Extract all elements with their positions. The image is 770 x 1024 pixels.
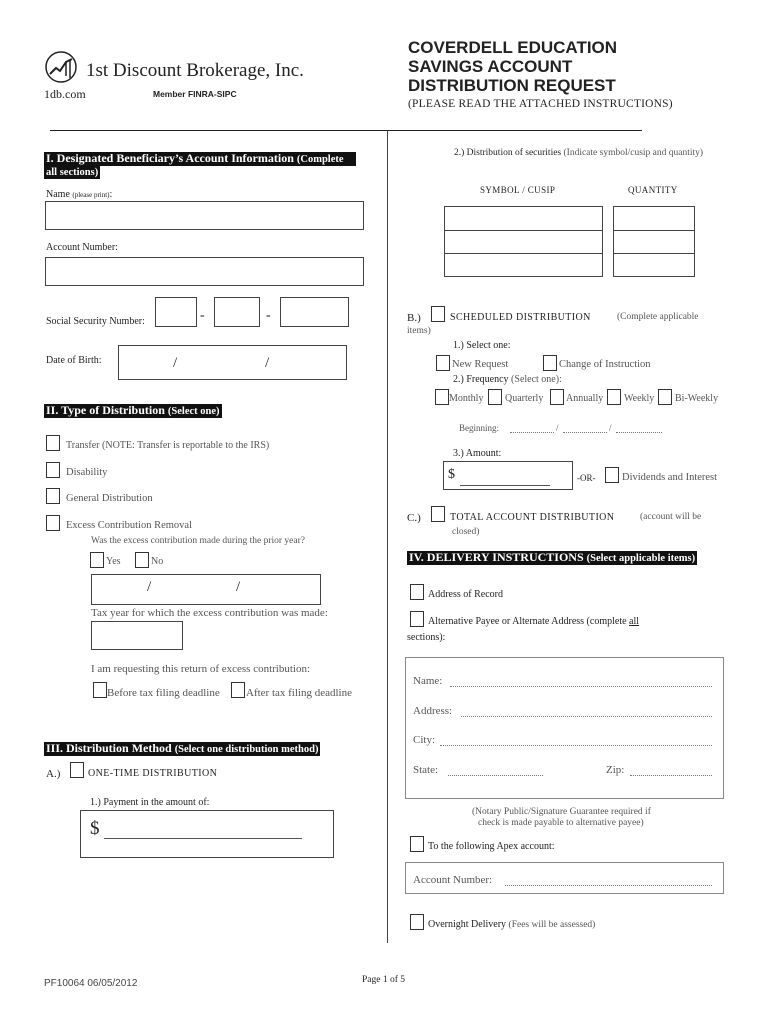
ssn-dash-1: - [200,308,205,323]
total-distribution-checkbox[interactable] [431,506,445,522]
company-logo [44,50,78,84]
beginning-slash-2: / [609,423,612,433]
apex-account-number-field[interactable] [505,885,712,886]
dividends-interest-label: Dividends and Interest [622,472,718,483]
after-deadline-checkbox[interactable] [231,682,245,698]
no-label: No [151,556,164,567]
tax-year-field[interactable] [91,621,183,650]
before-deadline-checkbox[interactable] [93,682,107,698]
general-distribution-checkbox[interactable] [46,488,60,504]
excess-question: Was the excess contribution made during the prior year? [91,536,305,546]
symbol-column-header: SYMBOL / CUSIP [480,185,556,195]
change-instruction-label: Change of Instruction [559,359,651,370]
excess-contribution-checkbox[interactable] [46,515,60,531]
total-note-1: (account will be [640,512,702,522]
scheduled-amount-field[interactable] [460,485,550,486]
form-title-1: COVERDELL EDUCATION [408,38,618,57]
ssn-field-3[interactable] [280,297,349,327]
new-request-label: New Request [452,359,509,370]
alt-name-label: Name: [413,675,443,687]
securities-row-3-quantity[interactable] [613,253,695,277]
option-a-label: A.) [46,768,61,780]
section-1-heading-cont: all sections) [46,167,99,178]
notary-note-1: (Notary Public/Signature Guarantee required if [472,807,651,817]
apex-account-checkbox[interactable] [410,836,424,852]
option-c-label: C.) [407,512,421,524]
dob-label: Date of Birth: [46,355,102,366]
alt-city-field[interactable] [440,745,712,746]
alt-name-field[interactable] [450,686,712,687]
securities-row-1-symbol[interactable] [444,206,603,231]
dob-slash-2: / [265,355,270,371]
prior-year-date-field[interactable] [91,574,321,605]
change-instruction-checkbox[interactable] [543,355,557,371]
securities-row-3-symbol[interactable] [444,253,603,277]
or-label: -OR- [577,473,596,483]
form-id: PF10064 06/05/2012 [44,978,138,989]
name-label: Name (please print): [46,189,113,200]
payment-amount-box [80,810,334,858]
beginning-year-field[interactable] [616,432,662,433]
alternative-payee-label-cont: sections): [407,632,446,643]
dividends-interest-checkbox[interactable] [605,467,619,483]
beneficiary-name-field[interactable] [45,201,364,230]
monthly-checkbox[interactable] [435,389,449,405]
alt-state-field[interactable] [448,775,543,776]
before-deadline-label: Before tax filing deadline [107,687,220,699]
beginning-day-field[interactable] [563,432,607,433]
company-domain: 1db.com [44,87,86,101]
biweekly-label: Bi-Weekly [675,393,719,404]
dob-slash-1: / [173,355,178,371]
biweekly-checkbox[interactable] [658,389,672,405]
after-deadline-label: After tax filing deadline [246,687,352,699]
monthly-label: Monthly [449,393,484,404]
scheduled-distribution-checkbox[interactable] [431,306,445,322]
scheduled-note-1: (Complete applicable [617,312,699,322]
yes-checkbox[interactable] [90,552,104,568]
alt-city-label: City: [413,734,436,746]
alternate-address-box [405,657,724,799]
form-subtitle: (PLEASE READ THE ATTACHED INSTRUCTIONS) [408,98,673,110]
header-rule [50,130,642,131]
section-1-heading: I. Designated Beneficiary’s Account Information (Complete [44,152,356,166]
transfer-label: Transfer (NOTE: Transfer is reportable to the IRS) [66,440,270,451]
dob-field[interactable] [118,345,347,380]
page-number: Page 1 of 5 [362,975,406,985]
ssn-field-1[interactable] [155,297,197,327]
total-distribution-label: TOTAL ACCOUNT DISTRIBUTION [450,512,615,523]
transfer-checkbox[interactable] [46,435,60,451]
scheduled-note-2: items) [407,326,431,336]
disability-checkbox[interactable] [46,462,60,478]
general-distribution-label: General Distribution [66,493,153,504]
tax-year-label: Tax year for which the excess contribution was made: [91,607,328,619]
section-4-heading: IV. DELIVERY INSTRUCTIONS (Select applicable items) [409,550,696,564]
securities-row-1-quantity[interactable] [613,206,695,231]
annually-checkbox[interactable] [550,389,564,405]
logo-graph-icon [44,50,78,84]
date-slash-1: / [147,579,152,595]
frequency-label: 2.) Frequency (Select one): [453,374,562,385]
payment-amount-field[interactable] [104,838,302,839]
alt-state-label: State: [413,764,439,776]
address-of-record-checkbox[interactable] [410,584,424,600]
alt-address-field[interactable] [461,716,712,717]
quantity-column-header: QUANTITY [628,185,678,195]
section-3-heading: III. Distribution Method (Select one distribution method) [46,741,319,755]
securities-row-2-quantity[interactable] [613,230,695,254]
account-number-label: Account Number: [46,242,118,253]
account-number-field[interactable] [45,257,364,286]
form-title-3: DISTRIBUTION REQUEST [408,76,616,95]
weekly-checkbox[interactable] [607,389,621,405]
securities-row-2-symbol[interactable] [444,230,603,254]
overnight-delivery-checkbox[interactable] [410,914,424,930]
ssn-dash-2: - [266,308,271,323]
notary-note-2: check is made payable to alternative payee) [478,818,644,828]
quarterly-checkbox[interactable] [488,389,502,405]
ssn-label: Social Security Number: [46,316,145,327]
column-divider [387,131,388,943]
securities-label: 2.) Distribution of securities (Indicate symbol/cusip and quantity) [454,148,704,158]
member-text: Member FINRA-SIPC [153,89,237,99]
company-name: 1st Discount Brokerage, Inc. [86,60,304,81]
alternative-payee-checkbox[interactable] [410,611,424,627]
total-note-2: closed) [452,527,480,537]
address-of-record-label: Address of Record [428,589,503,600]
beginning-month-field[interactable] [510,432,554,433]
overnight-delivery-label: Overnight Delivery (Fees will be assessed) [428,919,596,930]
alt-address-label: Address: [413,705,453,717]
ssn-field-2[interactable] [214,297,260,327]
payment-amount-label: 1.) Payment in the amount of: [90,797,210,808]
disability-label: Disability [66,467,108,478]
alternative-payee-label: Alternative Payee or Alternate Address (complete all [428,616,640,627]
beginning-label: Beginning: [459,423,499,433]
weekly-label: Weekly [624,393,655,404]
annually-label: Annually [566,393,604,404]
payment-dollar-sign: $ [90,818,100,839]
apex-account-number-label: Account Number: [413,874,493,886]
yes-label: Yes [106,556,121,567]
quarterly-label: Quarterly [505,393,544,404]
alt-zip-field[interactable] [630,775,712,776]
no-checkbox[interactable] [135,552,149,568]
apex-account-label: To the following Apex account: [428,841,555,852]
one-time-distribution-checkbox[interactable] [70,762,84,778]
form-title-2: SAVINGS ACCOUNT [408,57,573,76]
beginning-slash-1: / [556,423,559,433]
section-2-heading: II. Type of Distribution (Select one) [46,403,220,417]
option-b-label: B.) [407,312,421,324]
scheduled-dollar-sign: $ [448,467,455,482]
alt-zip-label: Zip: [606,764,625,776]
amount-label: 3.) Amount: [453,448,502,459]
requesting-label: I am requesting this return of excess contribution: [91,663,311,675]
new-request-checkbox[interactable] [436,355,450,371]
select-one-label: 1.) Select one: [453,340,511,351]
scheduled-distribution-label: SCHEDULED DISTRIBUTION [450,312,591,323]
excess-contribution-label: Excess Contribution Removal [66,520,192,531]
date-slash-2: / [236,579,241,595]
one-time-distribution-label: ONE-TIME DISTRIBUTION [88,768,218,779]
